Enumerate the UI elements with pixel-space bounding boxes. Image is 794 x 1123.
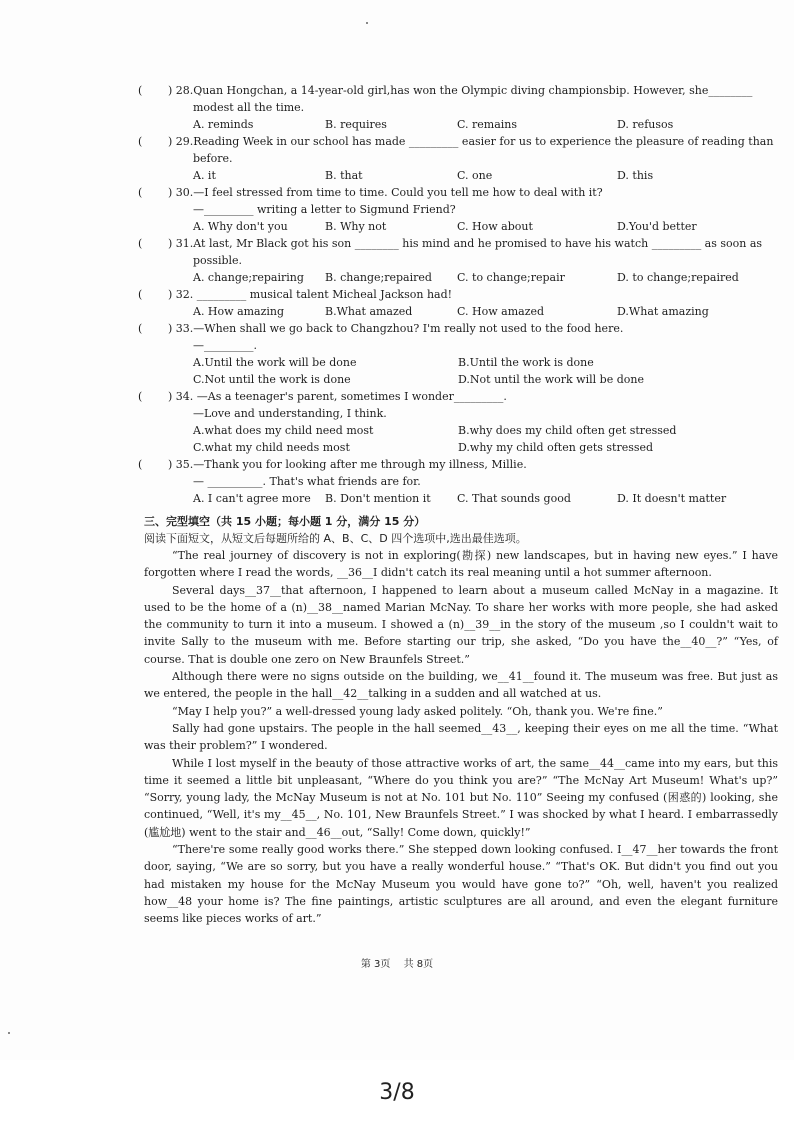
question-stem: ) 34. —As a teenager's parent, sometimes I wonder_________.	[168, 390, 507, 403]
option-d: D.Not until the work will be done	[458, 373, 644, 386]
answer-paren: (	[138, 237, 143, 250]
option-b: B. Don't mention it	[325, 492, 431, 505]
option-a: A. reminds	[193, 118, 254, 131]
option-list	[193, 269, 778, 286]
answer-paren: (	[138, 135, 143, 148]
passage-paragraph: Sally had gone upstairs. The people in the hall seemed__43__, keeping their eyes on me all the time. “What was their problem?” I wondered.	[144, 721, 778, 753]
option-a: A. Why don't you	[193, 220, 288, 233]
option-list	[193, 490, 778, 507]
question-stem: ) 32. _________ musical talent Micheal Jackson had!	[168, 288, 453, 301]
option-a: A.Until the work will be done	[193, 356, 357, 369]
page-footer: 第 3页 共 8页	[360, 959, 434, 970]
option-list	[193, 354, 778, 388]
passage-paragraph: While I lost myself in the beauty of those attractive works of art, the same__44__came into my ears, but this time it seemed a little bit unpleasant, “Where do you think you are?” “The McNay Art Museum! What's up?” “Sorry, young lady, the McNay Museum is not at No. 101 but No. 110” Seeing my confused (困惑的) looking, she continued, “Well, it's my__45__, No. 101, New Braunfels Street.” I was shocked by what I heard. I embarrassedly (尴尬地) went to the stair and__46__out, “Sally! Come down, quickly!”	[144, 756, 778, 839]
question-continuation: possible.	[193, 254, 243, 267]
option-b: B.Until the work is done	[458, 356, 594, 369]
question-body	[168, 388, 778, 456]
option-d: D. refusos	[617, 118, 674, 131]
option-list	[193, 218, 778, 235]
answer-paren: (	[138, 390, 143, 403]
question-body	[168, 286, 778, 320]
question	[138, 235, 778, 286]
passage-paragraph: Although there were no signs outside on the building, we__41__found it. The museum was free. But just as we entered, the people in the hall__42__talking in a sudden and all watched at us.	[144, 670, 778, 701]
question	[138, 133, 778, 184]
question-continuation: — __________. That's what friends are for.	[193, 475, 421, 488]
passage-paragraph: Several days__37__that afternoon, I happened to learn about a museum called McNay in a magazine. It used to be the home of a (n)__38__named Marian McNay. To share her works with more people, she had asked the community to turn it into a museum. I showed a (n)__39__in the story of the museum ,so I couldn't wait to invite Sally to the museum with me. Before starting our trip, she asked, “Do you have the__40__?” “Yes, of course. That is double one zero on New Braunfels Street.”	[144, 583, 778, 666]
option-d: D.You'd better	[617, 220, 697, 233]
question-body	[168, 133, 778, 184]
question-stem: ) 33.—When shall we go back to Changzhou? I'm really not used to the food here.	[168, 322, 624, 335]
option-list	[193, 303, 778, 320]
question	[138, 388, 778, 456]
passage-paragraph: “There're some really good works there.” She stepped down looking confused. I__47__her towards the front door, saying, “We are so sorry, but you have a really wonderful house.” “That's OK. But didn't you find out you had mistaken my house for the McNay Museum you would have gone to?” “Oh, well, haven't you realized how__48 your home is? The fine paintings, artistic sculptures are all around, and even the elegant furniture seems like pieces works of art.”	[144, 843, 778, 926]
page-content	[138, 82, 778, 928]
question	[138, 286, 778, 320]
question	[138, 320, 778, 388]
answer-paren: (	[138, 458, 143, 471]
question-stem: ) 29.Reading Week in our school has made _________ easier for us to experience the pleasure of reading than	[168, 135, 774, 148]
scan-speck	[8, 1032, 10, 1034]
question	[138, 184, 778, 235]
answer-paren: (	[138, 288, 143, 301]
passage-paragraph: “May I help you?” a well-dressed young lady asked politely. “Oh, thank you. We're fine.”	[172, 704, 663, 718]
question	[138, 82, 778, 133]
option-list	[193, 167, 778, 184]
question-stem: ) 30.—I feel stressed from time to time. Could you tell me how to deal with it?	[168, 186, 603, 199]
answer-paren: (	[138, 84, 143, 97]
scan-speck	[366, 22, 368, 24]
option-d: D.why my child often gets stressed	[458, 441, 654, 454]
option-d: D. to change;repaired	[617, 271, 739, 284]
question-body	[168, 184, 778, 235]
option-c: C. one	[457, 169, 493, 182]
question-stem: ) 35.—Thank you for looking after me through my illness, Millie.	[168, 458, 527, 471]
option-c: C. How about	[457, 220, 533, 233]
answer-paren: (	[138, 186, 143, 199]
question-body	[168, 456, 778, 507]
question-continuation: —_________ writing a letter to Sigmund Friend?	[193, 203, 456, 216]
option-c: C. How amazed	[457, 305, 545, 318]
question-continuation: —_________.	[193, 339, 257, 352]
option-b: B. that	[325, 169, 363, 182]
page-indicator: 3/8	[379, 1080, 415, 1105]
option-a: A. I can't agree more	[193, 492, 311, 505]
option-b: B. Why not	[325, 220, 387, 233]
option-b: B. requires	[325, 118, 387, 131]
option-a: A.what does my child need most	[193, 424, 374, 437]
option-a: A. How amazing	[193, 305, 285, 318]
option-c: C.what my child needs most	[193, 441, 350, 454]
option-c: C.Not until the work is done	[193, 373, 351, 386]
question-body	[168, 235, 778, 286]
option-b: B. change;repaired	[325, 271, 432, 284]
passage-paragraph: “The real journey of discovery is not in exploring(勘探) new landscapes, but in having new eyes.” I have forgotten where I read the words, __36__I didn't catch its real meaning until a hot summer afternoon.	[144, 549, 778, 580]
answer-paren: (	[138, 322, 143, 335]
question-stem: ) 31.At last, Mr Black got his son ________ his mind and he promised to have his watch _________ as soon as	[168, 237, 763, 250]
option-d: D. this	[617, 169, 654, 182]
question-continuation: before.	[193, 152, 233, 165]
option-list	[193, 116, 778, 133]
option-d: D. It doesn't matter	[617, 492, 727, 505]
option-d: D.What amazing	[617, 305, 709, 318]
option-b: B.why does my child often get stressed	[458, 424, 677, 437]
option-a: A. change;repairing	[193, 271, 304, 284]
question	[138, 456, 778, 507]
option-c: C. remains	[457, 118, 518, 131]
question-body	[168, 320, 778, 388]
option-c: C. That sounds good	[457, 492, 571, 505]
section-title: 三、完型填空（共 15 小题；每小题 1 分，满分 15 分）	[144, 515, 426, 528]
question-stem: ) 28.Quan Hongchan, a 14-year-old girl,has won the Olympic diving championsbip. However, she________	[168, 84, 753, 97]
option-list	[193, 422, 778, 456]
option-c: C. to change;repair	[457, 271, 565, 284]
question-continuation: modest all the time.	[193, 101, 305, 114]
section-instruction: 阅读下面短文，从短文后每题所给的 A、B、C、D 四个选项中,选出最佳选项。	[144, 532, 527, 545]
question-continuation: —Love and understanding, I think.	[193, 407, 387, 420]
option-a: A. it	[193, 169, 216, 182]
option-b: B.What amazed	[325, 305, 413, 318]
question-body	[168, 82, 778, 133]
